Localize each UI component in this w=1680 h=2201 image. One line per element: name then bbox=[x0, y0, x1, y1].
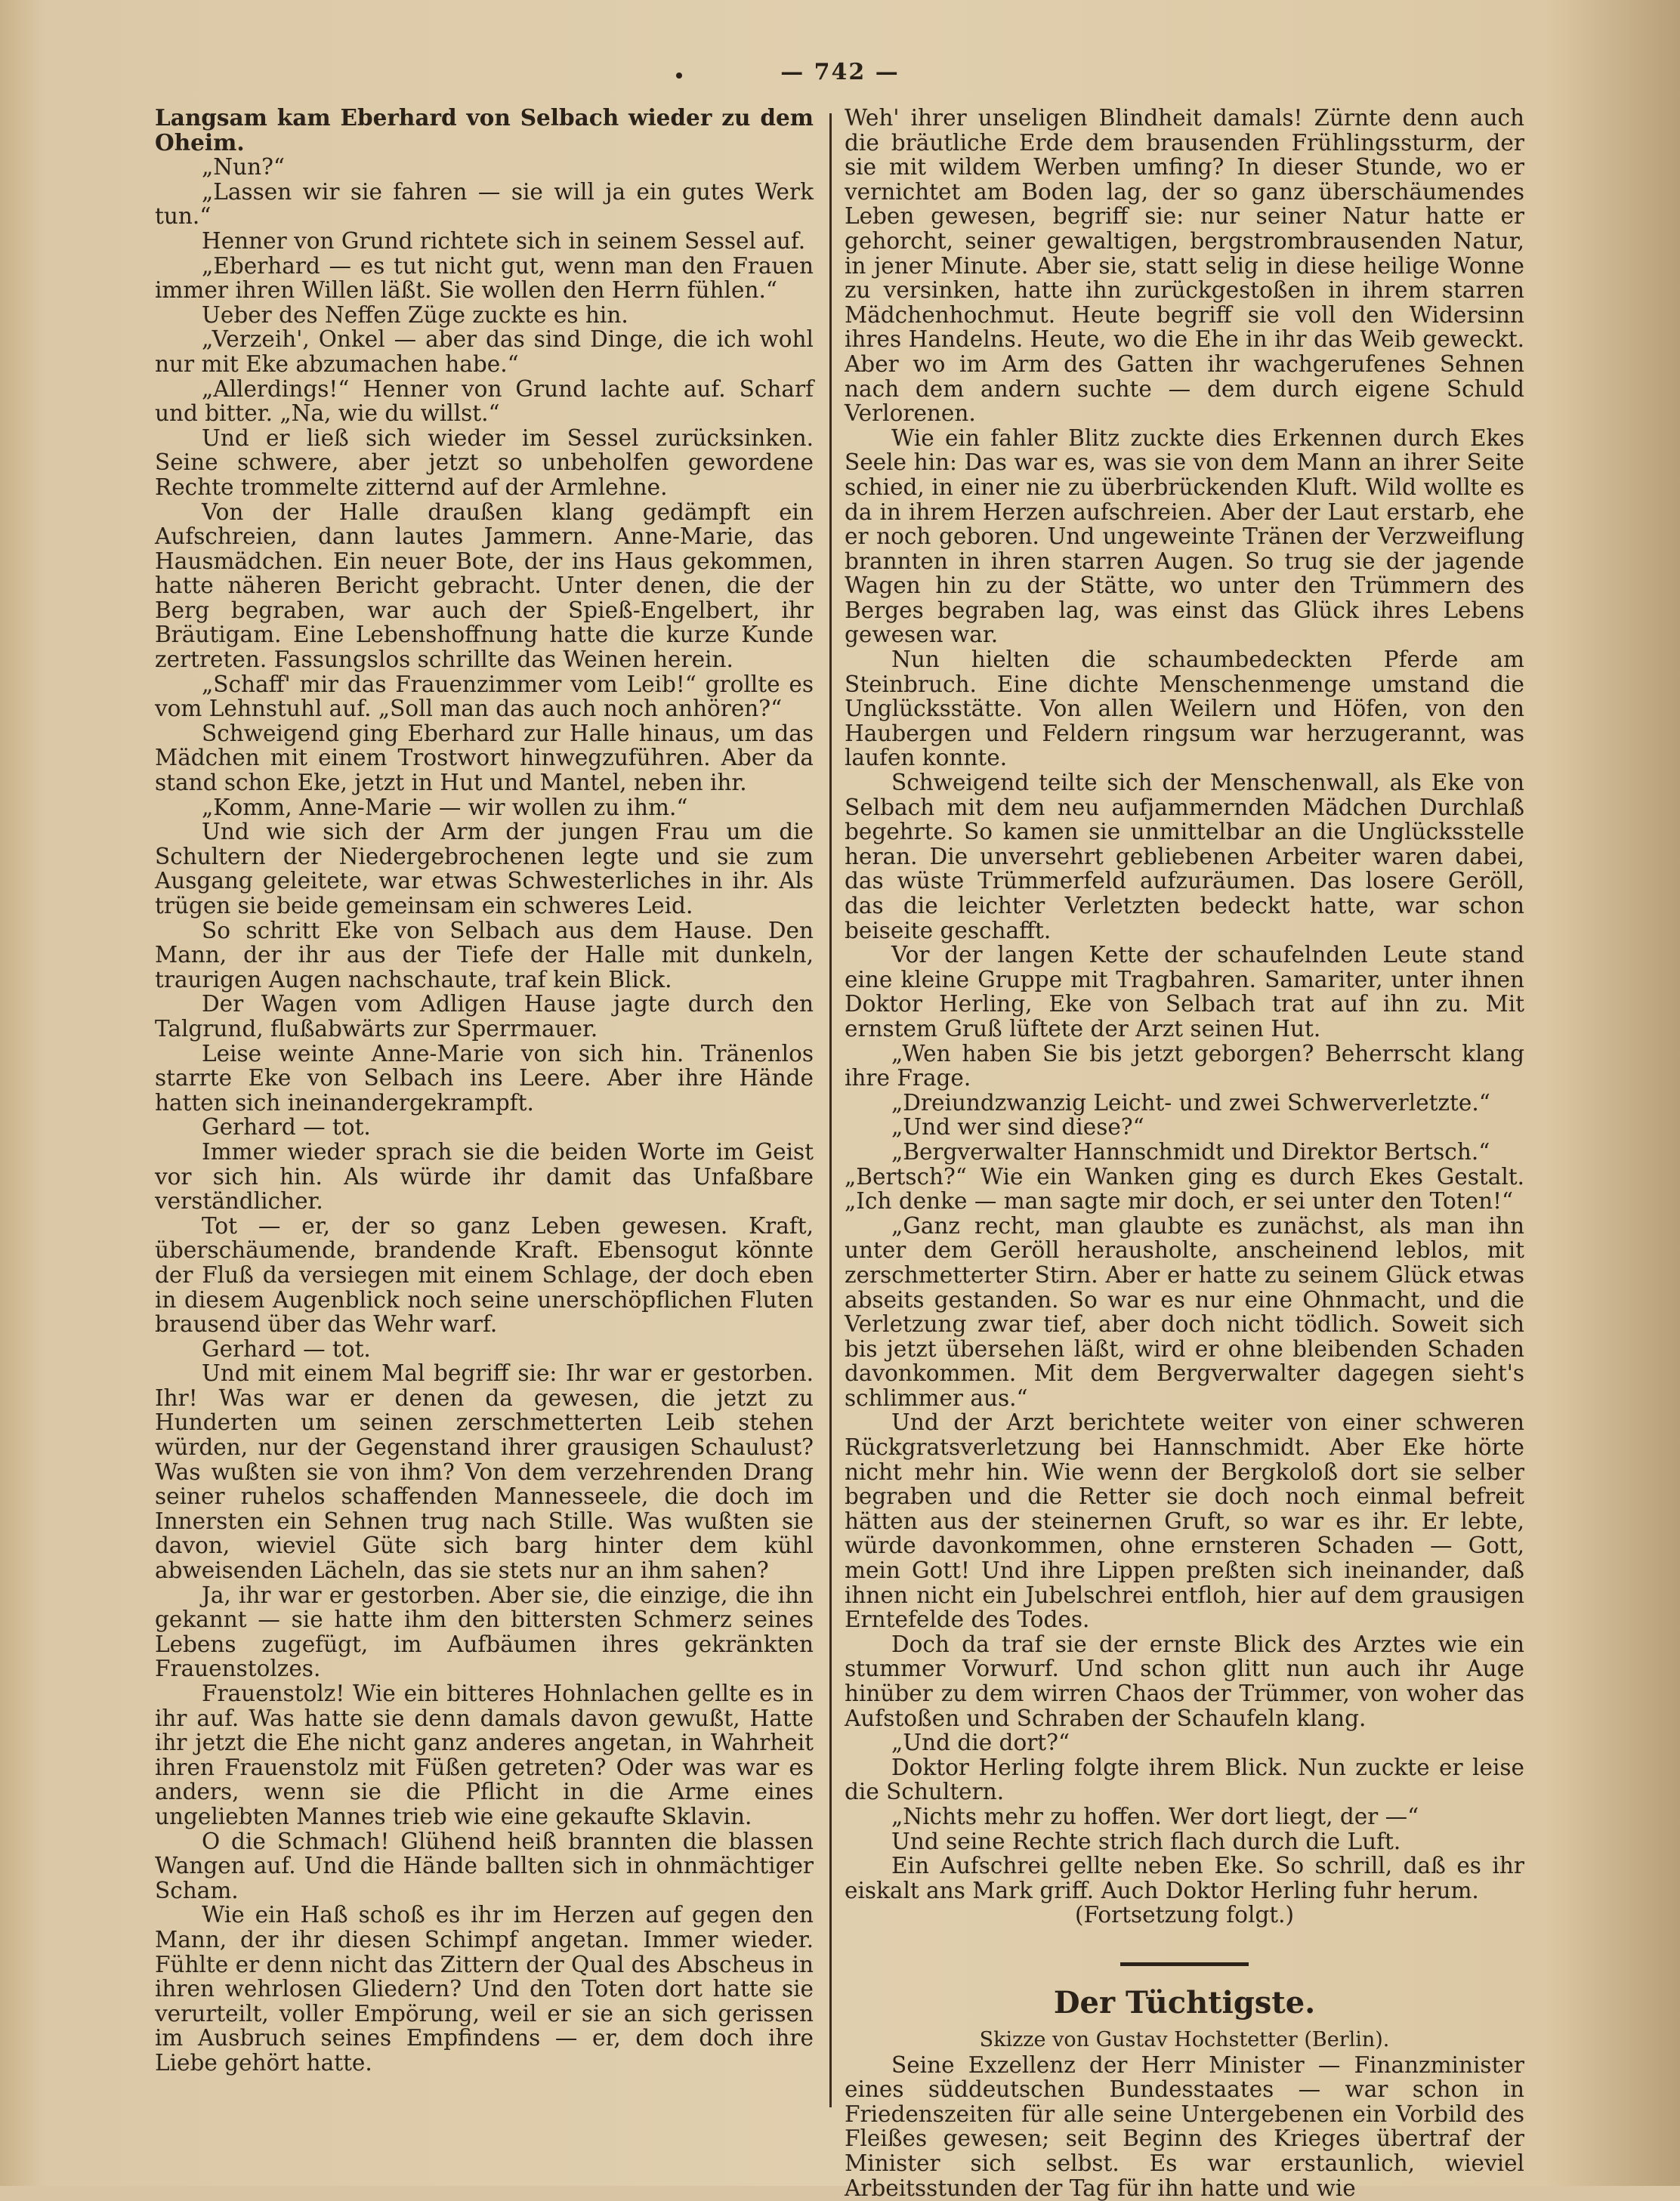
paragraph: Frauenstolz! Wie ein bitteres Hohnlachen gellte es in ihr auf. Was hatte sie denn damals davon gewußt, Hatte ihr jetzt die Ehe nicht ganz anderes angetan, in Wahrheit ihren Frauenstolz mit Füßen getreten? Oder was war es anders, wenn sie die Pflicht in die Arme eines ungeliebten Mannes trieb wie eine gekaufte Sklavin. bbox=[155, 1681, 814, 1829]
paragraph: Schweigend ging Eberhard zur Halle hinaus, um das Mädchen mit einem Trostwort hinwegzuführen. Aber da stand schon Eke, jetzt in Hut und Mantel, neben ihr. bbox=[155, 720, 814, 796]
page-number: — 742 — bbox=[780, 59, 900, 85]
paragraph: „Komm, Anne-Marie — wir wollen zu ihm.“ bbox=[202, 794, 688, 820]
paragraph: Langsam kam Eberhard von Selbach wieder zu dem Oheim. bbox=[155, 104, 814, 156]
left-column bbox=[155, 106, 814, 2076]
column-divider bbox=[829, 113, 832, 2107]
paragraph: „Und wer sind diese?“ bbox=[891, 1114, 1144, 1141]
paragraph: Doch da traf sie der ernste Blick des Arztes wie ein stummer Vorwurf. Und schon glitt nun auch ihr Auge hinüber zu dem wirren Chaos der Trümmer, von woher das Aufstoßen und Schraben der Schaufeln klang. bbox=[845, 1631, 1524, 1731]
paragraph: „Wen haben Sie bis jetzt geborgen? Beherrscht klang ihre Frage. bbox=[845, 1040, 1524, 1091]
paragraph: Und seine Rechte strich flach durch die Luft. bbox=[891, 1828, 1401, 1854]
paragraph: Ja, ihr war er gestorben. Aber sie, die einzige, die ihn gekannt — sie hatte ihm den bittersten Schmerz seines Lebens zugefügt, im Aufbäumen ihres gekränkten Frauenstolzes. bbox=[155, 1582, 814, 1682]
right-column bbox=[845, 106, 1524, 2200]
paragraph: „Allerdings!“ Henner von Grund lachte auf. Scharf und bitter. „Na, wie du willst.“ bbox=[155, 375, 814, 427]
paragraph: Schweigend teilte sich der Menschenwall, als Eke von Selbach mit dem neu aufjammernden Mädchen Durchlaß begehrte. So kamen sie unmittelbar an die Unglücksstelle heran. Die unversehrt gebliebenen Arbeiter waren dabei, das wüste Trümmerfeld aufzuräumen. Das losere Geröll, das die leichter Verletzten bedeckt hatte, war schon beiseite geschafft. bbox=[845, 770, 1524, 943]
section-separator bbox=[1120, 1962, 1249, 1966]
paragraph: Tot — er, der so ganz Leben gewesen. Kraft, überschäumende, brandende Kraft. Ebensogut könnte der Fluß da versiegen mit einem Schlage, der doch eben in diesem Augenblick noch seine unerschöpflichen Fluten brausend über das Wehr warf. bbox=[155, 1212, 814, 1338]
paragraph: Immer wieder sprach sie die beiden Worte im Geist vor sich hin. Als würde ihr damit das Unfaßbare verständlicher. bbox=[155, 1138, 814, 1215]
paragraph: Und der Arzt berichtete weiter von einer schweren Rückgratsverletzung bei Hannschmidt. Aber Eke hörte nicht mehr hin. Wie wenn der Bergkoloß dort sie selber begraben und die Retter sie doch noch einmal befreit hätten aus der steinernen Gruft, so war es ihr. Er lebte, würde davonkommen, ohne ernsteren Schaden — Gott, mein Gott! Und ihre Lippen preßten sich ineinander, daß ihnen nicht ein Jubelschrei entfloh, hier auf dem grausigen Erntefelde des Todes. bbox=[845, 1409, 1524, 1633]
story-subtitle: Skizze von Gustav Hochstetter (Berlin). bbox=[979, 2027, 1390, 2051]
paragraph: O die Schmach! Glühend heiß brannten die blassen Wangen auf. Und die Hände ballten sich in ohnmächtiger Scham. bbox=[155, 1828, 814, 1903]
paragraph: So schritt Eke von Selbach aus dem Hause. Den Mann, der ihr aus der Tiefe der Halle mit dunkeln, traurigen Augen nachschaute, traf kein Blick. bbox=[155, 917, 814, 992]
story-title: Der Tüchtigste. bbox=[1053, 1984, 1316, 2020]
paragraph: Von der Halle draußen klang gedämpft ein Aufschreien, dann lautes Jammern. Anne-Marie, das Hausmädchen. Ein neuer Bote, der ins Haus gekommen, hatte näheren Bericht gebracht. Unter denen, die der Berg begraben, war auch der Spieß-Engelbert, ihr Bräutigam. Eine Lebenshoffnung hatte die kurze Kunde zertreten. Fassungslos schrillte das Weinen herein. bbox=[155, 499, 814, 673]
paragraph: Und er ließ sich wieder im Sessel zurücksinken. Seine schwere, aber jetzt so unbeholfen gewordene Rechte trommelte zitternd auf der Armlehne. bbox=[155, 424, 814, 500]
paragraph: „Ganz recht, man glaubte es zunächst, als man ihn unter dem Geröll herausholte, anscheinend leblos, mit zerschmetterter Stirn. Aber er hatte zu seinem Glück etwas abseits gestanden. So war es nur eine Ohnmacht, und die Verletzung zwar tief, aber doch nicht tödlich. Soweit sich bis jetzt übersehen läßt, wird er ohne bleibenden Schaden davonkommen. Mit dem Bergverwalter dagegen sieht's schlimmer aus.“ bbox=[845, 1212, 1524, 1411]
paragraph: Doktor Herling folgte ihrem Blick. Nun zuckte er leise die Schultern. bbox=[845, 1754, 1524, 1805]
continued-note: (Fortsetzung folgt.) bbox=[1074, 1902, 1295, 1928]
paragraph: Der Wagen vom Adligen Hause jagte durch den Talgrund, flußabwärts zur Sperrmauer. bbox=[155, 991, 814, 1042]
paragraph: „Bertsch?“ Wie ein Wanken ging es durch Ekes Gestalt. „Ich denke — man sagte mir doch, er sei unter den Toten!“ bbox=[845, 1163, 1524, 1215]
paragraph: Ueber des Neffen Züge zuckte es hin. bbox=[202, 301, 628, 328]
paragraph: Vor der langen Kette der schaufelnden Leute stand eine kleine Gruppe mit Tragbahren. Samariter, unter ihnen Doktor Herling, Eke von Selbach trat auf ihn zu. Mit ernstem Gruß lüftete der Arzt seinen Hut. bbox=[845, 942, 1524, 1042]
paragraph: Und mit einem Mal begriff sie: Ihr war er gestorben. Ihr! Was war er denen da gewesen, die jetzt zu Hunderten um seinen zerschmetterten Leib stehen würden, nur der Gegenstand ihrer grausigen Schaulust? Was wußten sie von ihm? Von dem verzehrenden Drang seiner ruhelos schaffenden Mannesseele, die doch im Innersten ein Sehnen trug nach Stille. Was wußten sie davon, wieviel Güte sich barg hinter dem kühl abweisenden Lächeln, das sie stets nur an ihm sahen? bbox=[155, 1360, 814, 1584]
story-text: Seine Exzellenz der Herr Minister — Finanzminister eines süddeutschen Bundesstaates — war schon in Friedenszeiten für alle seine Untergebenen ein Vorbild des Fleißes gewesen; seit Beginn des Krieges übertraf der Minister sich selbst. Es war erstaunlich, wieviel Arbeitsstunden der Tag für ihn hatte und wie bbox=[845, 2051, 1524, 2201]
paragraph: Gerhard — tot. bbox=[202, 1335, 371, 1362]
paragraph: „Dreiundzwanzig Leicht- und zwei Schwerverletzte.“ bbox=[891, 1089, 1490, 1116]
paragraph: Gerhard — tot. bbox=[202, 1114, 371, 1141]
paragraph: „Verzeih', Onkel — aber das sind Dinge, die ich wohl nur mit Eke abzumachen habe.“ bbox=[155, 326, 814, 377]
paragraph: Henner von Grund richtete sich in seinem Sessel auf. bbox=[202, 227, 806, 254]
paragraph: „Eberhard — es tut nicht gut, wenn man den Frauen immer ihren Willen läßt. Sie wollen den Herrn fühlen.“ bbox=[155, 252, 814, 304]
paragraph: Weh' ihrer unseligen Blindheit damals! Zürnte denn auch die bräutliche Erde dem brausenden Frühlingssturm, der sie mit wildem Werben umfing? In dieser Stunde, wo er vernichtet am Boden lag, der so ganz überschäumendes Leben gewesen, begriff sie: nur seiner Natur hatte er gehorcht, seiner gewaltigen, bergstrombrausenden Natur, in jener Minute. Aber sie, statt selig in diese heilige Wonne zu versinken, hatte ihn zurückgestoßen in ihrem starren Mädchenhochmut. Heute begriff sie voll den Widersinn ihres Handelns. Heute, wo die Ehe in ihr das Weib geweckt. Aber wo im Arm des Gatten ihr wachgerufenes Sehnen nach dem andern suchte — dem durch eigene Schuld Verlorenen. bbox=[845, 105, 1524, 427]
paragraph: Wie ein Haß schoß es ihr im Herzen auf gegen den Mann, der ihr diesen Schimpf angetan. Immer wieder. Fühlte er denn nicht das Zittern der Qual des Abscheus in ihren wehrlosen Gliedern? Und den Toten dort hatte sie verurteilt, voller Empörung, weil er sie an sich gerissen im Ausbruch seines Empfindens — er, dem doch ihre Liebe gehört hatte. bbox=[155, 1902, 814, 2076]
paragraph: Wie ein fahler Blitz zuckte dies Erkennen durch Ekes Seele hin: Das war es, was sie von dem Mann an ihrer Seite schied, in einer nie zu überbrückenden Kluft. Wild wollte es da in ihrem Herzen aufschreien. Aber der Laut erstarb, ehe er noch geboren. Und ungeweinte Tränen der Verzweiflung brannten in ihren starren Augen. So trug sie der jagende Wagen hin zu der Stätte, wo unter den Trümmern des Berges begraben lag, was einst das Glück ihres Lebens gewesen war. bbox=[845, 424, 1524, 648]
paragraph: „Nun?“ bbox=[202, 154, 285, 181]
paragraph: Nun hielten die schaumbedeckten Pferde am Steinbruch. Eine dichte Menschenmenge umstand die Unglücksstätte. Von allen Weilern und Höfen, von den Haubergen und Feldern ringsum war herzugerannt, was laufen konnte. bbox=[845, 647, 1524, 771]
paragraph: „Lassen wir sie fahren — sie will ja ein gutes Werk tun.“ bbox=[155, 178, 814, 230]
paragraph: „Nichts mehr zu hoffen. Wer dort liegt, der —“ bbox=[891, 1803, 1419, 1829]
paragraph: Leise weinte Anne-Marie von sich hin. Tränenlos starrte Eke von Selbach ins Leere. Aber ihre Hände hatten sich ineinandergekrampft. bbox=[155, 1040, 814, 1116]
paragraph: Und wie sich der Arm der jungen Frau um die Schultern der Niedergebrochenen legte und sie zum Ausgang geleitete, war etwas Schwesterliches in ihr. Als trügen sie beide gemeinsam ein schweres Leid. bbox=[155, 819, 814, 918]
paragraph: „Und die dort?“ bbox=[891, 1730, 1070, 1756]
paragraph: Ein Aufschrei gellte neben Eke. So schrill, daß es ihr eiskalt ans Mark griff. Auch Doktor Herling fuhr herum. bbox=[845, 1853, 1524, 1903]
paragraph: „Schaff' mir das Frauenzimmer vom Leib!“ grollte es vom Lehnstuhl auf. „Soll man das auch noch anhören?“ bbox=[155, 671, 814, 722]
paragraph: „Bergverwalter Hannschmidt und Direktor Bertsch.“ bbox=[891, 1138, 1490, 1165]
